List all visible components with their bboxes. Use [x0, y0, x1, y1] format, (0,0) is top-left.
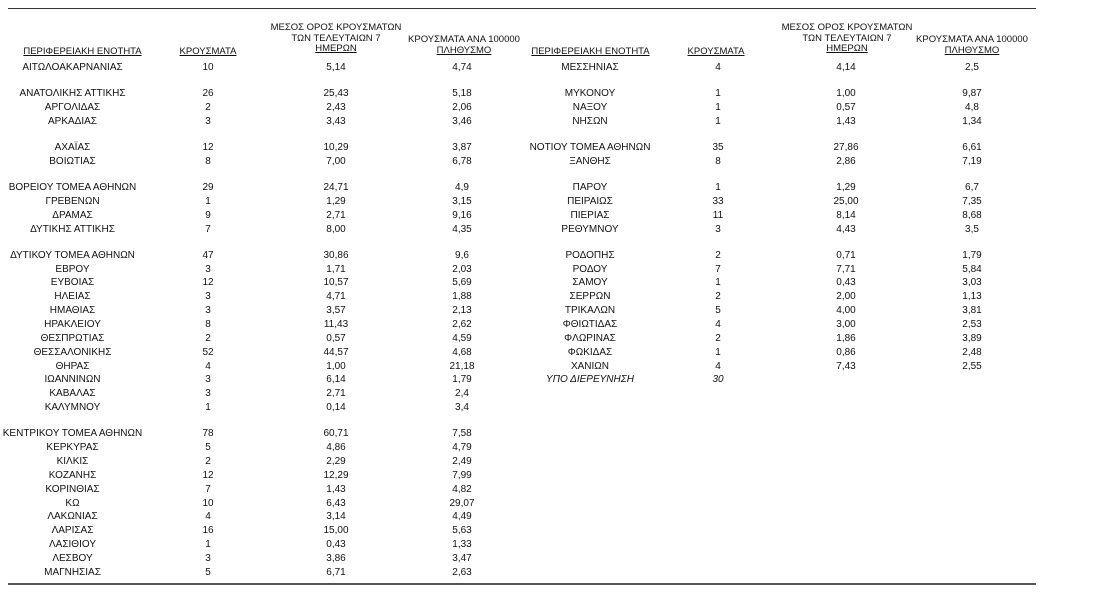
cell-avg7: 3,43 — [326, 115, 346, 127]
cell-cases: 1 — [715, 346, 721, 358]
cell-region: ΒΟΡΕΙΟΥ ΤΟΜΕΑ ΑΘΗΝΩΝ — [8, 182, 137, 193]
cell-cases: 3 — [205, 291, 211, 303]
cell-cases: 12 — [202, 469, 214, 481]
cell-cases: 2 — [715, 291, 721, 303]
cell-cases: 52 — [202, 346, 214, 358]
cell-per100k: 3,47 — [452, 552, 472, 564]
cell-avg7: 3,00 — [836, 319, 856, 330]
cell-per100k: 2,13 — [452, 305, 472, 317]
cell-per100k: 4,59 — [452, 332, 472, 344]
header-avg7-left-line1: ΜΕΣΟΣ ΟΡΟΣ ΚΡΟΥΣΜΑΤΩΝ — [270, 22, 402, 33]
cell-avg7: 2,71 — [326, 209, 346, 221]
cell-cases: 16 — [202, 525, 214, 537]
cell-avg7: 11,43 — [323, 319, 349, 330]
cell-cases: 4 — [205, 360, 211, 372]
cell-cases: 3 — [205, 115, 211, 127]
cell-avg7: 0,43 — [326, 539, 346, 550]
header-cases-right — [676, 47, 756, 58]
cell-per100k: 3,4 — [455, 402, 469, 414]
cell-region: ΒΟΙΩΤΙΑΣ — [49, 155, 96, 167]
cell-region: ΘΕΣΠΡΩΤΙΑΣ — [40, 332, 105, 344]
cell-cases: 10 — [202, 62, 214, 73]
cell-avg7: 4,14 — [836, 62, 856, 73]
bottom-rule — [8, 583, 1036, 585]
cell-region: ΤΡΙΚΑΛΩΝ — [564, 305, 616, 317]
cell-avg7: 27,86 — [833, 142, 859, 153]
cell-cases: 2 — [715, 249, 721, 261]
cell-avg7: 24,71 — [323, 182, 349, 193]
cell-region: ΞΑΝΘΗΣ — [569, 155, 611, 167]
cell-cases: 4 — [715, 62, 721, 73]
cell-avg7: 6,43 — [326, 497, 346, 509]
cell-avg7: 1,43 — [326, 483, 346, 495]
cell-region: ΜΕΣΣΗΝΙΑΣ — [561, 62, 619, 73]
cell-cases: 2 — [715, 332, 721, 344]
cell-per100k: 4,35 — [452, 223, 472, 235]
cell-avg7: 1,86 — [836, 332, 856, 344]
cell-cases: 29 — [202, 182, 214, 193]
cell-cases: 3 — [205, 552, 211, 564]
cell-region: ΠΕΙΡΑΙΩΣ — [567, 195, 613, 207]
header-region-left — [0, 47, 165, 58]
cell-per100k: 2,53 — [962, 319, 982, 330]
cell-cases: 12 — [202, 277, 214, 289]
cell-region: ΦΩΚΙΔΑΣ — [567, 346, 613, 358]
cell-cases: 35 — [712, 142, 724, 153]
cell-cases: 7 — [715, 263, 721, 275]
cell-region: ΡΟΔΟΥ — [572, 263, 608, 275]
cell-avg7: 10,57 — [323, 277, 349, 289]
cell-per100k: 3,81 — [962, 305, 982, 317]
cell-per100k: 7,19 — [962, 155, 982, 167]
cell-per100k: 2,63 — [452, 566, 472, 578]
cell-region: ΑΝΑΤΟΛΙΚΗΣ ΑΤΤΙΚΗΣ — [19, 88, 126, 100]
header-avg7-right-line3: ΗΜΕΡΩΝ — [826, 43, 868, 54]
cell-region: ΘΗΡΑΣ — [55, 360, 90, 372]
cell-region: ΑΡΚΑΔΙΑΣ — [48, 115, 97, 127]
header-per100k-left-line1: ΚΡΟΥΣΜΑΤΑ ΑΝΑ 100000 — [408, 34, 520, 45]
cell-region: ΚΕΡΚΥΡΑΣ — [46, 442, 99, 454]
cell-cases: 2 — [205, 102, 211, 113]
cell-avg7: 0,57 — [326, 332, 346, 344]
cell-region: ΚΙΛΚΙΣ — [56, 455, 89, 467]
cell-avg7: 12,29 — [323, 469, 349, 481]
cell-region: ΝΑΞΟΥ — [572, 102, 608, 113]
cell-avg7: 0,86 — [836, 346, 856, 358]
header-per100k-right-line2: ΠΛΗΘΥΣΜΟ — [944, 44, 1000, 56]
cell-per100k: 3,03 — [962, 277, 982, 289]
cell-cases: 4 — [715, 360, 721, 372]
cell-cases: 30 — [712, 374, 724, 386]
cell-per100k: 3,15 — [452, 195, 472, 207]
cell-per100k: 2,5 — [965, 62, 979, 73]
cell-avg7: 4,71 — [326, 291, 346, 303]
cell-region: ΛΑΡΙΣΑΣ — [51, 525, 94, 537]
cell-region: ΝΗΣΩΝ — [572, 115, 608, 127]
cell-avg7: 4,86 — [326, 442, 346, 454]
cell-cases: 11 — [712, 209, 724, 221]
cell-per100k: 2,48 — [962, 346, 982, 358]
cell-per100k: 1,13 — [962, 291, 982, 303]
cell-cases: 78 — [202, 428, 214, 440]
cell-avg7: 5,14 — [326, 62, 346, 73]
cell-region: ΥΠΟ ΔΙΕΡΕΥΝΗΣΗ — [546, 374, 634, 386]
cell-region: ΛΕΣΒΟΥ — [52, 552, 93, 564]
header-region-right — [508, 47, 673, 58]
cell-cases: 3 — [715, 223, 721, 235]
cell-per100k: 2,4 — [455, 388, 469, 400]
cell-cases: 3 — [205, 374, 211, 386]
cell-region: ΗΜΑΘΙΑΣ — [49, 305, 96, 317]
cell-cases: 7 — [205, 483, 211, 495]
cell-avg7: 2,00 — [836, 291, 856, 303]
cell-avg7: 2,29 — [326, 455, 346, 467]
cell-region: ΣΑΜΟΥ — [572, 277, 608, 289]
cell-avg7: 1,00 — [326, 360, 346, 372]
cell-avg7: 4,00 — [836, 305, 856, 317]
cell-cases: 4 — [205, 511, 211, 523]
cell-avg7: 0,57 — [836, 102, 856, 113]
header-region-right-text: ΠΕΡΙΦΕΡΕΙΑΚΗ ΕΝΟΤΗΤΑ — [531, 46, 650, 57]
cell-cases: 8 — [205, 155, 211, 167]
cell-per100k: 5,84 — [962, 263, 982, 275]
cell-cases: 3 — [205, 305, 211, 317]
cell-region: ΝΟΤΙΟΥ ΤΟΜΕΑ ΑΘΗΝΩΝ — [529, 142, 651, 153]
cell-avg7: 1,29 — [326, 195, 346, 207]
cell-cases: 7 — [205, 223, 211, 235]
cell-region: ΚΟΖΑΝΗΣ — [48, 469, 97, 481]
cell-cases: 1 — [715, 88, 721, 100]
cell-cases: 12 — [202, 142, 214, 153]
cell-cases: 10 — [202, 497, 214, 509]
cell-cases: 33 — [712, 195, 724, 207]
cell-avg7: 8,00 — [326, 223, 346, 235]
top-rule — [8, 8, 1036, 9]
cell-per100k: 5,69 — [452, 277, 472, 289]
header-cases-left — [168, 47, 248, 58]
header-avg7-left — [262, 23, 410, 55]
cell-cases: 5 — [205, 442, 211, 454]
cell-cases: 9 — [205, 209, 211, 221]
cell-per100k: 4,9 — [455, 182, 469, 193]
cell-per100k: 4,79 — [452, 442, 472, 454]
cell-region: ΔΡΑΜΑΣ — [52, 209, 93, 221]
header-region-left-text: ΠΕΡΙΦΕΡΕΙΑΚΗ ΕΝΟΤΗΤΑ — [23, 46, 142, 57]
cell-avg7: 2,43 — [326, 102, 346, 113]
header-per100k-right — [898, 35, 1046, 56]
cell-region: ΦΘΙΩΤΙΔΑΣ — [562, 319, 618, 330]
cell-per100k: 1,79 — [962, 249, 982, 261]
cell-cases: 1 — [205, 402, 211, 414]
cell-avg7: 3,57 — [326, 305, 346, 317]
cell-region: ΧΑΝΙΩΝ — [570, 360, 610, 372]
header-cases-left-text: ΚΡΟΥΣΜΑΤΑ — [179, 46, 237, 57]
cell-per100k: 4,49 — [452, 511, 472, 523]
cell-avg7: 0,71 — [836, 249, 856, 261]
cell-region: ΓΡΕΒΕΝΩΝ — [45, 195, 100, 207]
cell-region: ΡΟΔΟΠΗΣ — [565, 249, 615, 261]
cell-region: ΠΑΡΟΥ — [572, 182, 608, 193]
cell-region: ΚΕΝΤΡΙΚΟΥ ΤΟΜΕΑ ΑΘΗΝΩΝ — [2, 428, 143, 440]
cell-per100k: 3,5 — [965, 223, 979, 235]
cell-cases: 3 — [205, 388, 211, 400]
cell-cases: 47 — [202, 249, 214, 261]
cell-avg7: 6,71 — [326, 566, 346, 578]
cell-avg7: 25,00 — [833, 195, 859, 207]
cell-region: ΑΧΑΪΑΣ — [54, 142, 91, 153]
cell-avg7: 60,71 — [323, 428, 349, 440]
cell-per100k: 7,99 — [452, 469, 472, 481]
cell-per100k: 9,87 — [962, 88, 982, 100]
cell-per100k: 6,78 — [452, 155, 472, 167]
cell-per100k: 8,68 — [962, 209, 982, 221]
cell-region: ΚΩ — [65, 497, 80, 509]
cell-avg7: 1,71 — [326, 263, 346, 275]
header-cases-right-text: ΚΡΟΥΣΜΑΤΑ — [687, 46, 745, 57]
header-avg7-right-line1: ΜΕΣΟΣ ΟΡΟΣ ΚΡΟΥΣΜΑΤΩΝ — [781, 22, 913, 33]
cell-per100k: 9,6 — [455, 249, 469, 261]
cell-region: ΠΙΕΡΙΑΣ — [570, 209, 610, 221]
cell-cases: 1 — [205, 195, 211, 207]
cell-per100k: 1,34 — [962, 115, 982, 127]
cell-per100k: 4,68 — [452, 346, 472, 358]
cell-cases: 26 — [202, 88, 214, 100]
cell-region: ΡΕΘΥΜΝΟΥ — [561, 223, 619, 235]
cell-region: ΗΛΕΙΑΣ — [54, 291, 91, 303]
cell-per100k: 1,79 — [452, 374, 472, 386]
cell-avg7: 0,14 — [326, 402, 346, 414]
cell-region: ΑΙΤΩΛΟΑΚΑΡΝΑΝΙΑΣ — [22, 62, 123, 73]
cell-cases: 8 — [715, 155, 721, 167]
cell-per100k: 2,06 — [452, 102, 472, 113]
cell-region: ΕΒΡΟΥ — [55, 263, 90, 275]
cell-region: ΜΥΚΟΝΟΥ — [564, 88, 616, 100]
cell-cases: 2 — [205, 332, 211, 344]
cell-per100k: 7,35 — [962, 195, 982, 207]
cell-avg7: 25,43 — [323, 88, 349, 100]
cell-region: ΔΥΤΙΚΗΣ ΑΤΤΙΚΗΣ — [30, 223, 115, 235]
cell-avg7: 15,00 — [323, 525, 349, 537]
cell-cases: 5 — [205, 566, 211, 578]
cell-per100k: 7,58 — [452, 428, 472, 440]
cell-cases: 3 — [205, 263, 211, 275]
cell-region: ΛΑΣΙΘΙΟΥ — [49, 539, 96, 550]
cell-region: ΑΡΓΟΛΙΔΑΣ — [44, 102, 101, 113]
cell-per100k: 5,18 — [452, 88, 472, 100]
cell-cases: 1 — [715, 115, 721, 127]
cell-avg7: 2,71 — [326, 388, 346, 400]
cell-region: ΙΩΑΝΝΙΝΩΝ — [44, 374, 101, 386]
cell-per100k: 5,63 — [452, 525, 472, 537]
cell-per100k: 4,74 — [452, 62, 472, 73]
cell-avg7: 1,29 — [836, 182, 856, 193]
cell-region: ΚΑΒΑΛΑΣ — [49, 388, 96, 400]
cell-region: ΘΕΣΣΑΛΟΝΙΚΗΣ — [33, 346, 112, 358]
header-avg7-left-line2: ΤΩΝ ΤΕΛΕΥΤΑΙΩΝ 7 — [291, 32, 381, 44]
cell-region: ΔΥΤΙΚΟΥ ΤΟΜΕΑ ΑΘΗΝΩΝ — [10, 249, 135, 261]
cell-avg7: 0,43 — [836, 277, 856, 289]
cell-avg7: 4,43 — [836, 223, 856, 235]
cell-per100k: 3,89 — [962, 332, 982, 344]
header-avg7-right-line2: ΤΩΝ ΤΕΛΕΥΤΑΙΩΝ 7 — [802, 32, 892, 44]
cell-region: ΚΟΡΙΝΘΙΑΣ — [45, 483, 100, 495]
cell-avg7: 1,00 — [836, 88, 856, 100]
cell-per100k: 2,49 — [452, 455, 472, 467]
cell-cases: 1 — [715, 102, 721, 113]
cell-cases: 1 — [715, 182, 721, 193]
cell-per100k: 2,55 — [962, 360, 982, 372]
cell-avg7: 3,86 — [326, 552, 346, 564]
cell-avg7: 7,71 — [836, 263, 856, 275]
cell-avg7: 7,00 — [326, 155, 346, 167]
cell-per100k: 4,8 — [965, 102, 979, 113]
cell-per100k: 21,18 — [449, 360, 475, 372]
cell-cases: 2 — [205, 455, 211, 467]
cell-region: ΕΥΒΟΙΑΣ — [50, 277, 95, 289]
cell-per100k: 1,88 — [452, 291, 472, 303]
cell-avg7: 1,43 — [836, 115, 856, 127]
cell-region: ΜΑΓΝΗΣΙΑΣ — [44, 566, 101, 578]
cell-cases: 1 — [715, 277, 721, 289]
cell-cases: 8 — [205, 319, 211, 330]
cell-region: ΗΡΑΚΛΕΙΟΥ — [44, 319, 101, 330]
cell-per100k: 9,16 — [452, 209, 472, 221]
cell-per100k: 3,46 — [452, 115, 472, 127]
cell-per100k: 4,82 — [452, 483, 472, 495]
cell-cases: 5 — [715, 305, 721, 317]
cell-avg7: 2,86 — [836, 155, 856, 167]
cell-per100k: 2,03 — [452, 263, 472, 275]
header-avg7-left-line3: ΗΜΕΡΩΝ — [315, 43, 357, 54]
header-per100k-right-line1: ΚΡΟΥΣΜΑΤΑ ΑΝΑ 100000 — [916, 34, 1028, 45]
cell-avg7: 6,14 — [326, 374, 346, 386]
cell-cases: 1 — [205, 539, 211, 550]
cell-avg7: 7,43 — [836, 360, 856, 372]
cell-avg7: 44,57 — [323, 346, 349, 358]
cell-avg7: 30,86 — [323, 249, 349, 261]
cell-cases: 4 — [715, 319, 721, 330]
cell-region: ΚΑΛΥΜΝΟΥ — [44, 402, 101, 414]
cell-per100k: 6,7 — [965, 182, 979, 193]
cell-avg7 — [806, 374, 886, 386]
cell-per100k: 3,87 — [452, 142, 472, 153]
cell-avg7: 10,29 — [323, 142, 349, 153]
cell-region: ΛΑΚΩΝΙΑΣ — [47, 511, 98, 523]
cell-per100k — [932, 374, 1012, 386]
cell-per100k: 6,61 — [962, 142, 982, 153]
cell-avg7: 3,14 — [326, 511, 346, 523]
cell-region: ΣΕΡΡΩΝ — [569, 291, 611, 303]
cell-region: ΦΛΩΡΙΝΑΣ — [564, 332, 616, 344]
cell-per100k: 2,62 — [452, 319, 472, 330]
cell-avg7: 8,14 — [836, 209, 856, 221]
cell-per100k: 29,07 — [449, 497, 475, 509]
cell-per100k: 1,33 — [452, 539, 472, 550]
header-per100k-left-line2: ΠΛΗΘΥΣΜΟ — [436, 44, 492, 56]
